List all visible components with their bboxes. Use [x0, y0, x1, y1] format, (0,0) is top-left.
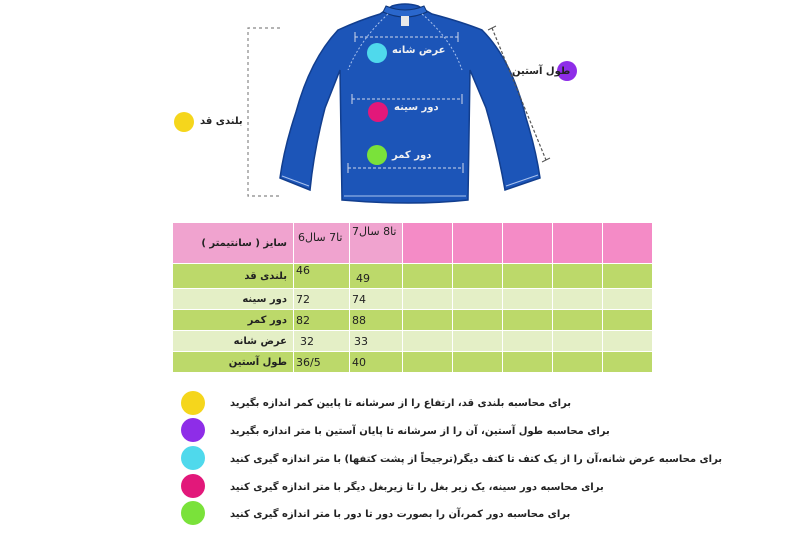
note-green-dot: [181, 501, 205, 525]
row-value-col1: 72: [294, 289, 350, 310]
empty-header-cell: [453, 223, 503, 264]
header-size-col2: 7تا8 سال: [350, 223, 403, 264]
size-table: [172, 222, 653, 373]
table-row: [173, 352, 653, 373]
note-purple-dot: [181, 418, 205, 442]
table-header-row: [173, 223, 653, 264]
row-value-col2: 74: [350, 289, 403, 310]
row-value-col2: 49: [350, 264, 403, 289]
table-row: [173, 264, 653, 289]
row-label: عرض شانه: [173, 331, 294, 352]
row-label: طول آستین: [173, 352, 294, 373]
note-chest: برای محاسبه دور سینه، یک زیر بغل را تا زیربغل دیگر با متر اندازه گیری کنید: [230, 482, 604, 493]
note-height: برای محاسبه بلندی قد، ارتفاع را از سرشانه تا پایین کمر اندازه بگیرید: [230, 398, 572, 409]
height-measure-line: [248, 28, 280, 196]
empty-header-cell: [503, 223, 553, 264]
table-row: [173, 310, 653, 331]
table-row: [173, 289, 653, 310]
row-label: دور سینه: [173, 289, 294, 310]
note-magenta-dot: [181, 474, 205, 498]
height-dot: [174, 112, 194, 132]
note-yellow-dot: [181, 391, 205, 415]
row-value-col1: 82: [294, 310, 350, 331]
row-value-col2: 88: [350, 310, 403, 331]
row-value-col2: 40: [350, 352, 403, 373]
empty-header-cell: [553, 223, 603, 264]
table-row: [173, 331, 653, 352]
waist-dot: [367, 145, 387, 165]
chest-dot: [368, 102, 388, 122]
note-shoulder: برای محاسبه عرض شانه،آن را از یک کتف تا کتف دیگر(ترجیحاً از پشت کتفها) با متر اندازه گیری کنید: [230, 454, 723, 465]
row-value-col1: 46: [294, 264, 350, 289]
height-label: بلندی قد: [200, 116, 243, 127]
row-label: بلندی قد: [173, 264, 294, 289]
empty-header-cell: [403, 223, 453, 264]
empty-header-cell: [603, 223, 653, 264]
chest-label: دور سینه: [394, 102, 439, 113]
note-sleeve: برای محاسبه طول آستین، آن را از سرشانه تا پایان آستین با متر اندازه بگیرید: [230, 426, 610, 437]
waist-label: دور کمر: [392, 150, 432, 161]
sleeve-label: طول آستین: [512, 66, 571, 77]
shoulder-label: عرض شانه: [392, 45, 446, 56]
row-value-col1: 32: [294, 331, 350, 352]
header-label-cell: سایز ( سانتیمتر ): [173, 223, 294, 264]
row-value-col2: 33: [350, 331, 403, 352]
note-cyan-dot: [181, 446, 205, 470]
header-size-col1: 6تا7 سال: [294, 223, 350, 264]
row-label: دور کمر: [173, 310, 294, 331]
row-value-col1: 36/5: [294, 352, 350, 373]
note-waist: برای محاسبه دور کمر،آن را بصورت دور تا دور با متر اندازه گیری کنید: [230, 509, 571, 520]
shoulder-dot: [367, 43, 387, 63]
